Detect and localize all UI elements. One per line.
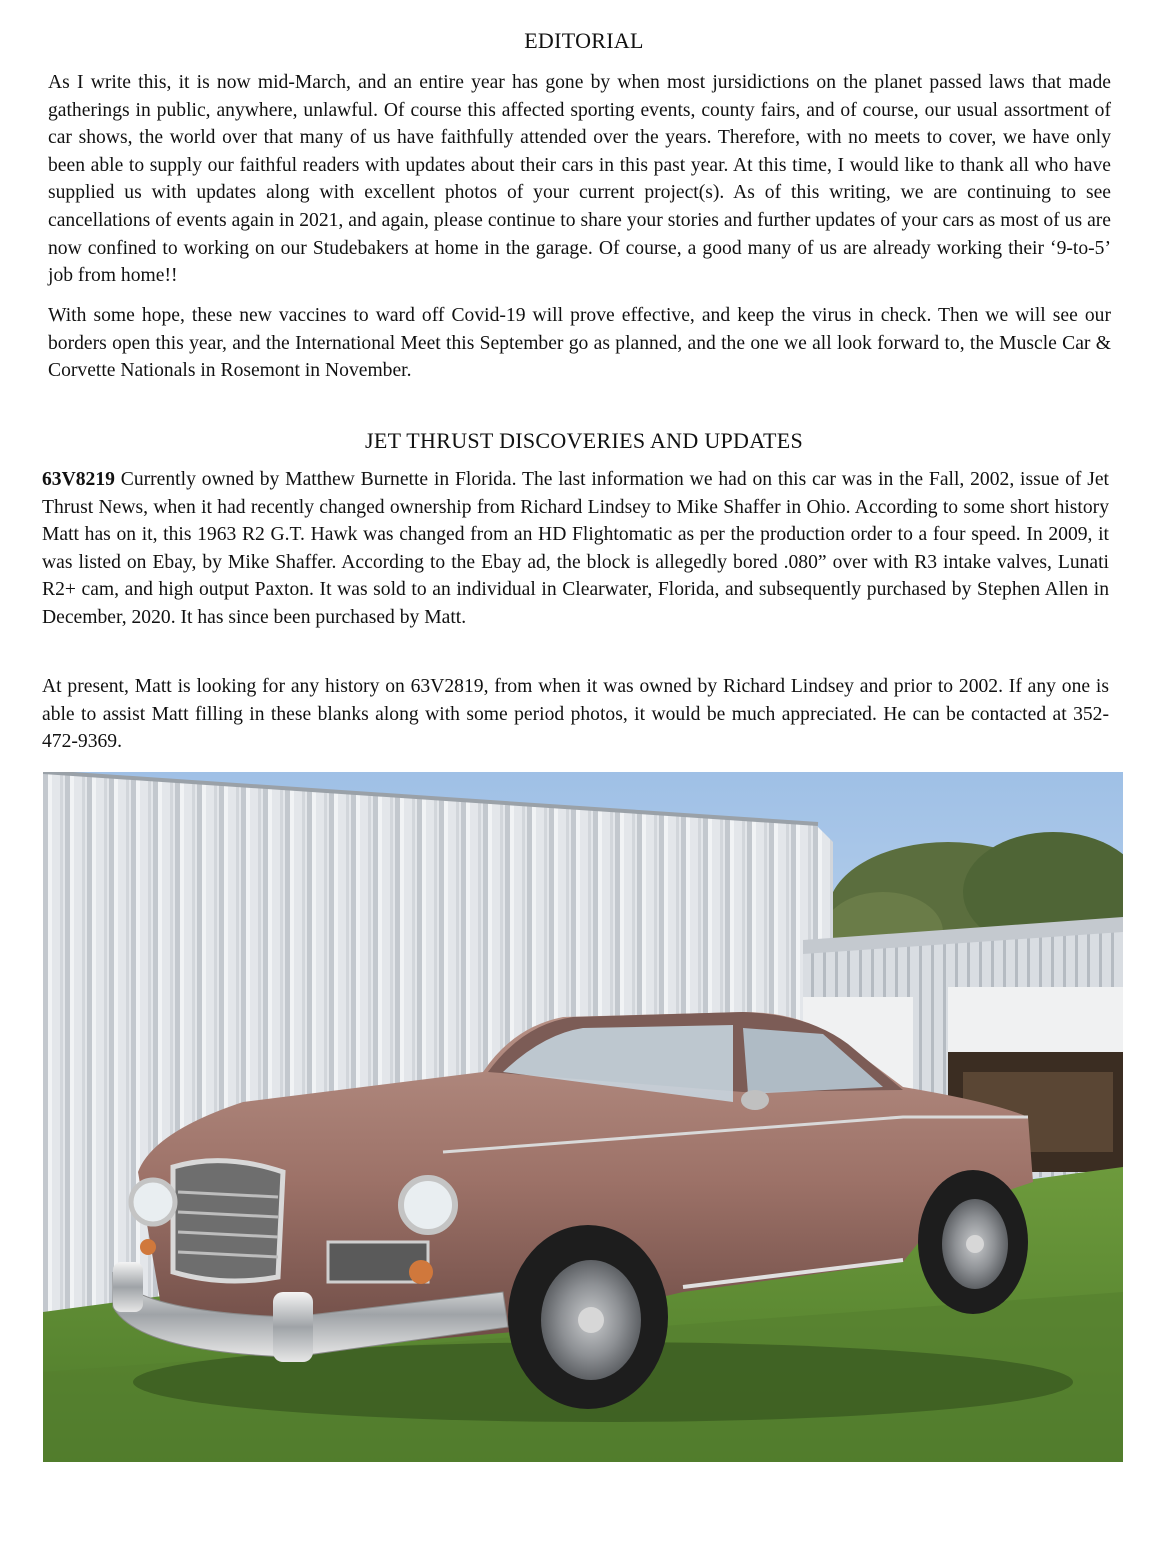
- discoveries-paragraph-2: At present, Matt is looking for any history on 63V2819, from when it was owned by Richard Lindsey and prior to 2002. If any one is able to assist Matt filling in these blanks along with some period photos, it would be much appreciated. He can be contacted at 352-472-9369.: [42, 676, 1109, 753]
- discoveries-heading: JET THRUST DISCOVERIES AND UPDATES: [364, 428, 804, 453]
- editorial-paragraph-2: With some hope, these new vaccines to ward off Covid-19 will prove effective, and keep the virus in check. Then we will see our borders open this year, and the International Meet this September go as planned, and the one we all look forward to, the Muscle Car & Corvette Nationals in Rosemont in November.: [48, 305, 1111, 382]
- car-photo: [43, 772, 1123, 1462]
- editorial-heading: EDITORIAL: [524, 28, 644, 53]
- serial-number: 63V8219: [42, 469, 115, 490]
- discoveries-paragraph-1: [42, 466, 1109, 632]
- discoveries-paragraph-1-text: Currently owned by Matthew Burnette in Florida. The last information we had on this car was in the Fall, 2002, issue of Jet Thrust News, when it had recently changed ownership from Richard Lindsey to Mike Shaffer in Ohio. According to some short history Matt has on it, this 1963 R2 G.T. Hawk was changed from an HD Flightomatic as per the production order to a four speed. In 2009, it was listed on Ebay, by Mike Shaffer. According to the Ebay ad, the block is allegedly bored .080” over with R3 intake valves, Lunati R2+ cam, and high output Paxton. It was sold to an individual in Clearwater, Florida, and subsequently purchased by Stephen Allen in December, 2020. It has since been purchased by Matt.: [42, 469, 1109, 628]
- editorial-paragraph-1: As I write this, it is now mid-March, and an entire year has gone by when most jursidictions on the planet passed laws that made gatherings in public, anywhere, unlawful. Of course this affected sporting events, county fairs, and of course, our usual assortment of car shows, the world over that many of us have faithfully attended over the years. Therefore, with no meets to cover, we have only been able to supply our faithful readers with updates about their cars in this past year. At this time, I would like to thank all who have supplied us with updates along with excellent photos of your current project(s). As of this writing, we are continuing to see cancellations of events again in 2021, and again, please continue to share your stories and further updates of your cars as most of us are now confined to working on our Studebakers at home in the garage. Of course, a good many of us are already working their ‘9-to-5’ job from home!!: [48, 72, 1111, 287]
